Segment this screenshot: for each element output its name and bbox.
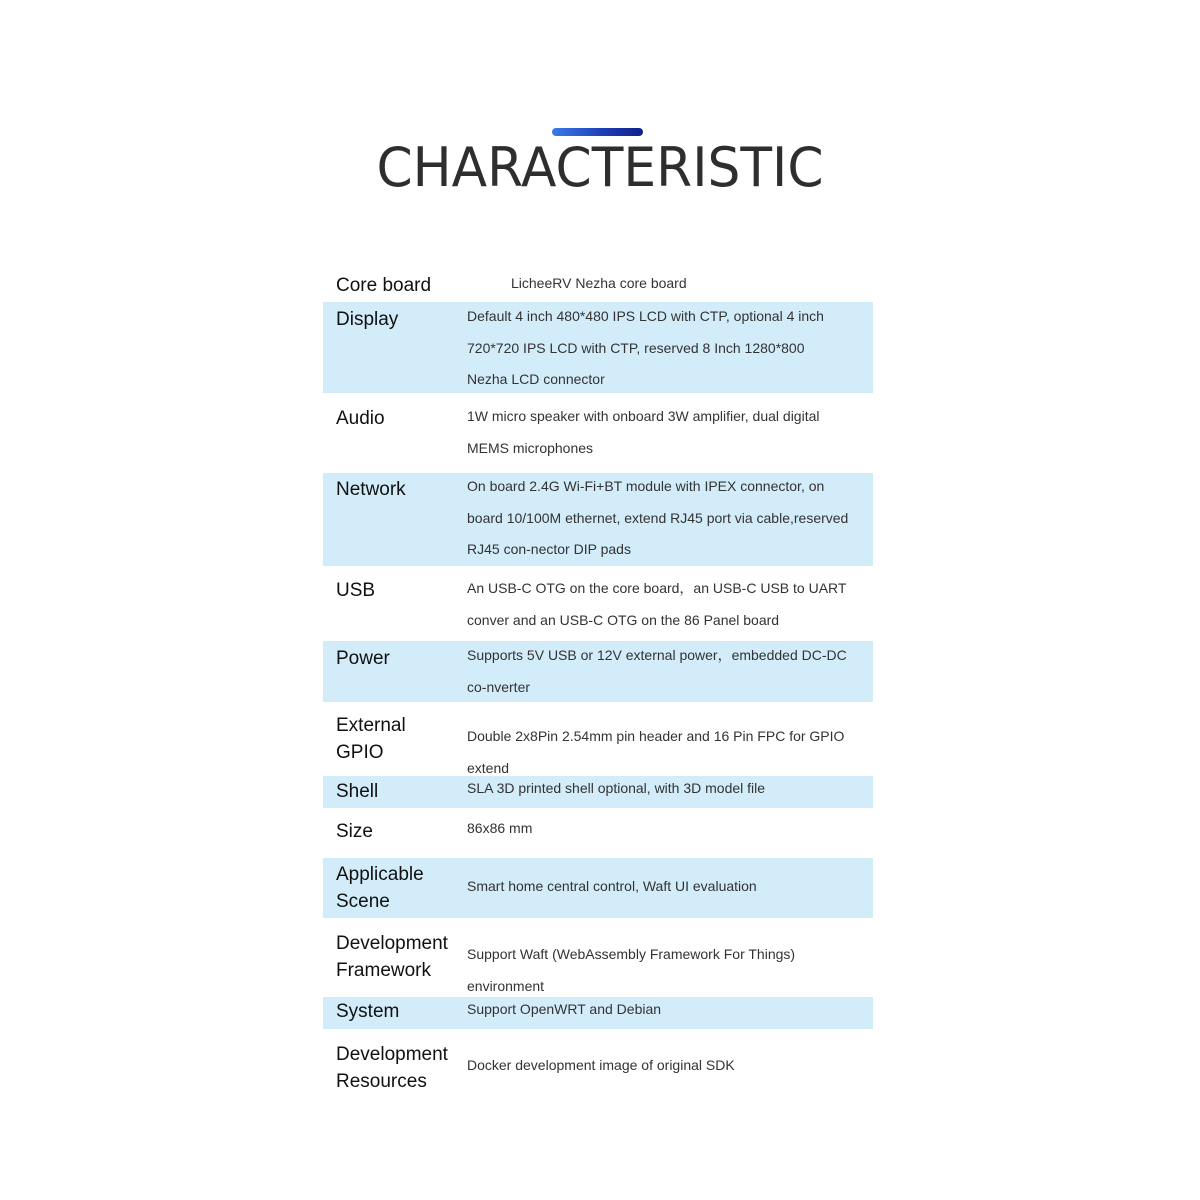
spec-row-usb	[323, 566, 873, 641]
spec-label: Display	[336, 309, 399, 330]
spec-value: LicheeRV Nezha core board	[511, 275, 687, 291]
spec-value: Smart home central control, Waft UI evaluation	[467, 878, 757, 894]
spec-row-shell	[323, 776, 873, 808]
spec-value: On board 2.4G Wi-Fi+BT module with IPEX connector, on board 10/100M ethernet, extend RJ45 port via cable,reserved RJ45 con-nector DIP pads	[467, 478, 849, 557]
spec-row-network	[323, 473, 873, 566]
page-title: CHARACTERISTIC	[376, 136, 824, 199]
spec-value: 1W micro speaker with onboard 3W amplifier, dual digital MEMS microphones	[467, 408, 820, 456]
spec-value: Docker development image of original SDK	[467, 1057, 735, 1073]
spec-row-size	[323, 808, 873, 858]
spec-value: Double 2x8Pin 2.54mm pin header and 16 Pin FPC for GPIO extend	[467, 728, 845, 776]
spec-label: System	[336, 1001, 400, 1022]
spec-row-applicable-scene	[323, 858, 873, 918]
spec-value: 86x86 mm	[467, 820, 533, 836]
spec-label: Shell	[336, 781, 379, 802]
spec-value: SLA 3D printed shell optional, with 3D model file	[467, 780, 766, 796]
spec-row-development-framework	[323, 918, 873, 997]
spec-label: Size	[336, 821, 373, 842]
spec-label: Core board	[336, 275, 432, 296]
spec-value: Support Waft (WebAssembly Framework For Things) environment	[467, 946, 796, 994]
spec-label: External GPIO	[336, 715, 406, 763]
spec-row-external-gpio	[323, 702, 873, 776]
spec-row-core-board	[323, 266, 873, 302]
spec-label: Development Framework	[336, 933, 448, 981]
spec-value: An USB-C OTG on the core board，an USB-C USB to UART conver and an USB-C OTG on the 86 Panel board	[467, 580, 847, 628]
spec-value: Support OpenWRT and Debian	[467, 1001, 662, 1017]
spec-label: Network	[336, 479, 406, 500]
spec-row-system	[323, 997, 873, 1029]
spec-row-development-resources	[323, 1029, 873, 1104]
spec-label: Audio	[336, 408, 385, 429]
spec-value: Supports 5V USB or 12V external power，embedded DC-DC co-nverter	[467, 647, 847, 695]
spec-label: Power	[336, 648, 390, 669]
spec-value: Default 4 inch 480*480 IPS LCD with CTP, optional 4 inch 720*720 IPS LCD with CTP, reserved 8 Inch 1280*800 Nezha LCD connector	[467, 308, 824, 387]
spec-row-audio	[323, 393, 873, 473]
spec-label: USB	[336, 580, 376, 601]
spec-label: Applicable Scene	[336, 864, 424, 912]
spec-row-power	[323, 641, 873, 702]
spec-row-display	[323, 302, 873, 393]
spec-label: Development Resources	[336, 1044, 448, 1092]
title-accent-bar	[552, 128, 643, 136]
